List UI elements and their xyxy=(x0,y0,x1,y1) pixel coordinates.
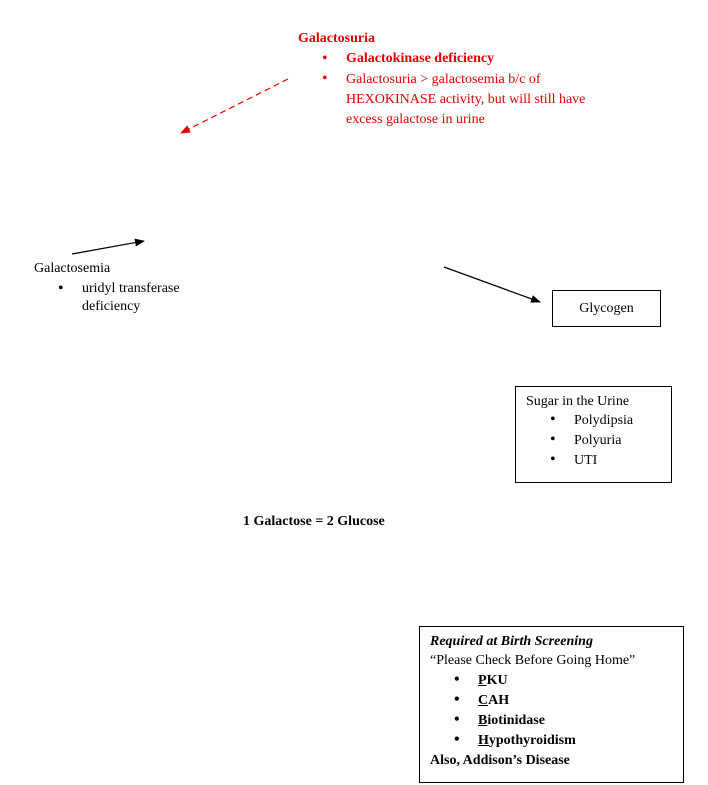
screening-item-biotinidase: • Biotinidase xyxy=(478,711,683,731)
sugar-urine-box xyxy=(515,386,672,483)
screening-item-cah: • CAH xyxy=(478,691,683,711)
glycogen-box xyxy=(552,290,661,327)
galactosemia-title: Galactosemia xyxy=(34,261,111,276)
screening-subtitle: “Please Check Before Going Home” xyxy=(430,653,636,668)
sugar-urine-title: Sugar in the Urine xyxy=(526,394,630,409)
screening-item-hypothyroidism: • Hypothyroidism xyxy=(478,731,683,751)
galactosuria-list xyxy=(346,50,658,130)
galactosuria-block xyxy=(298,30,658,130)
sugar-urine-item: • Polyuria xyxy=(574,431,671,451)
glycogen-arrow xyxy=(444,267,540,302)
galactosuria-title: Galactosuria xyxy=(298,31,375,46)
galactosemia-arrow xyxy=(72,241,144,254)
glycogen-label: Glycogen xyxy=(579,301,634,316)
screening-footer: Also, Addison’s Disease xyxy=(430,753,570,768)
galactosuria-item-2: • Galactosuria > galactosemia b/c of HEXOKINASE activity, but will still have excess galactose in urine xyxy=(346,70,658,130)
sugar-urine-item: • UTI xyxy=(574,451,671,471)
screening-list xyxy=(478,671,683,751)
screening-item-pku: • PKU xyxy=(478,671,683,691)
red-dashed-arrow xyxy=(181,79,288,133)
birth-screening-box xyxy=(419,626,684,783)
sugar-urine-item: • Polydipsia xyxy=(574,411,671,431)
galactosemia-block xyxy=(34,260,234,316)
galactose-glucose-equation: 1 Galactose = 2 Glucose xyxy=(243,514,385,529)
sugar-urine-list xyxy=(574,411,671,471)
galactosuria-item-1: • Galactokinase deficiency xyxy=(346,50,658,68)
screening-title: Required at Birth Screening xyxy=(430,634,593,649)
galactosemia-item: • uridyl transferase deficiency xyxy=(82,280,234,316)
galactosemia-list xyxy=(82,280,234,316)
